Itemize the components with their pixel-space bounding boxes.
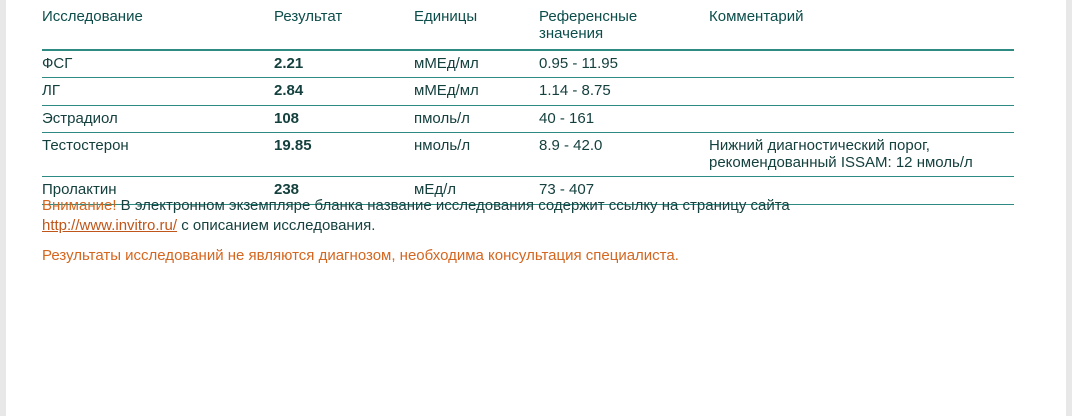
cell-reference: 40 - 161: [539, 109, 595, 127]
cell-comment: [709, 50, 1014, 78]
cell-study: Тестостерон: [42, 137, 129, 154]
column-header-reference-line1: Референсные: [539, 8, 638, 25]
cell-reference: 8.9 - 42.0: [539, 137, 603, 154]
column-header-study: Исследование: [42, 8, 143, 25]
table-row: [42, 105, 1014, 133]
link-note-text: с описанием исследования.: [177, 217, 376, 235]
cell-comment: [709, 105, 1014, 133]
page-edge-left: [0, 0, 6, 416]
warning-note: [42, 196, 1022, 216]
cell-comment: [709, 78, 1014, 106]
cell-study: Пролактин: [42, 181, 117, 198]
column-header-comment: Комментарий: [709, 8, 804, 25]
cell-units: нмоль/л: [414, 137, 471, 154]
table-row: [42, 50, 1014, 78]
cell-comment: [709, 133, 1014, 177]
warning-text: В электронном экземпляре бланка название исследования содержит ссылку на страницу сайта: [116, 197, 790, 214]
column-header-result: Результат: [274, 8, 343, 25]
cell-units: мМЕд/мл: [414, 82, 479, 99]
cell-result: 108: [274, 109, 300, 127]
column-header-reference-line2: значения: [539, 25, 604, 43]
table-row: [42, 133, 1014, 177]
cell-study: ФСГ: [42, 54, 73, 72]
cell-reference: 0.95 - 11.95: [539, 54, 618, 72]
cell-result: 19.85: [274, 137, 312, 154]
page-edge-right: [1066, 0, 1072, 416]
cell-units: пмоль/л: [414, 109, 470, 127]
cell-comment-line2: рекомендованный ISSAM: 12 нмоль/л: [709, 153, 973, 171]
cell-reference: 73 - 407: [539, 181, 595, 198]
cell-units: мЕд/л: [414, 181, 456, 198]
cell-result: 2.21: [274, 54, 304, 72]
column-header-units: Единицы: [414, 8, 478, 25]
cell-reference: 1.14 - 8.75: [539, 82, 611, 99]
column-header-reference: [539, 0, 709, 50]
cell-units: мМЕд/мл: [414, 54, 479, 72]
lab-results-table: [42, 0, 1014, 205]
disclaimer-note: Результаты исследований не являются диагнозом, необходима консультация специалиста.: [42, 246, 679, 264]
cell-comment-line1: Нижний диагностический порог,: [709, 137, 930, 154]
cell-result: 238: [274, 181, 300, 198]
link-note: [42, 216, 1022, 236]
cell-study: Эстрадиол: [42, 109, 118, 127]
table-row: [42, 78, 1014, 106]
notes-section: [42, 196, 1022, 266]
cell-result: 2.84: [274, 82, 304, 99]
warning-label: Внимание!: [42, 197, 117, 214]
table-header-row: [42, 0, 1014, 50]
invitro-link[interactable]: http://www.invitro.ru/: [42, 217, 178, 235]
cell-study: ЛГ: [42, 82, 60, 99]
